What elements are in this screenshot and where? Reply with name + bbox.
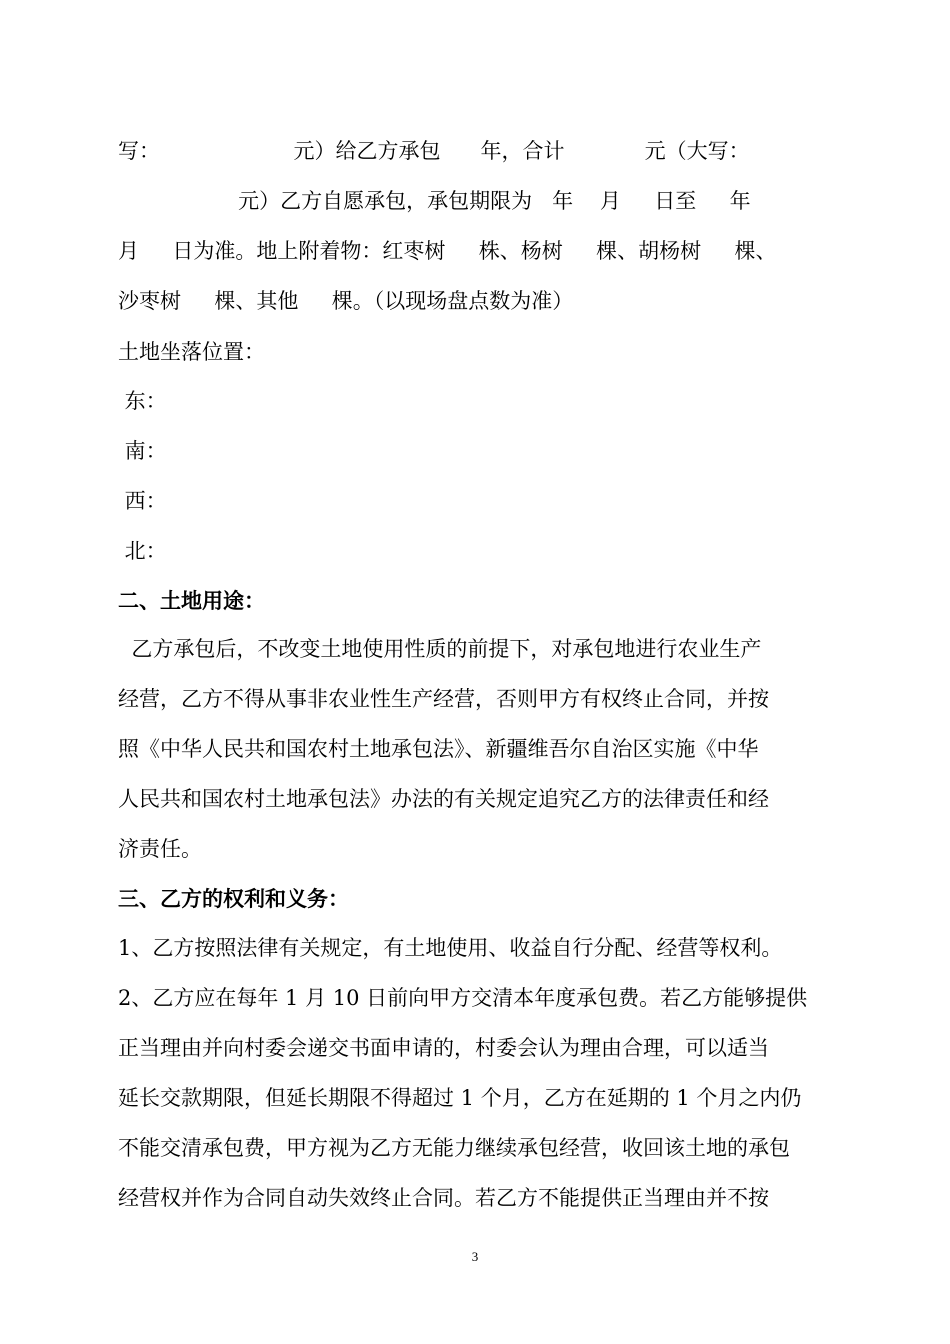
- page-number: 3: [471, 1249, 479, 1264]
- section-heading-land-use: 二、土地用途：: [118, 589, 265, 613]
- location-west: 西：: [118, 489, 167, 513]
- text-line: 经营权并作为合同自动失效终止合同。若乙方不能提供正当理由并不按: [118, 1186, 769, 1210]
- text-line: 1、乙方按照法律有关规定，有土地使用、收益自行分配、经营等权利。: [118, 936, 783, 960]
- text-line: 元）乙方自愿承包，承包期限为 年 月 日至 年: [118, 189, 751, 213]
- section-heading-rights-duties: 三、乙方的权利和义务：: [118, 887, 349, 911]
- text-line: 正当理由并向村委会递交书面申请的，村委会认为理由合理，可以适当: [118, 1036, 769, 1060]
- text-line: 不能交清承包费，甲方视为乙方无能力继续承包经营，收回该土地的承包: [118, 1136, 790, 1160]
- text-line: 沙枣树 棵、其他 棵。（以现场盘点数为准）: [118, 289, 574, 313]
- text-line: 乙方承包后，不改变土地使用性质的前提下，对承包地进行农业生产: [118, 637, 762, 661]
- text-line: 2、乙方应在每年 1 月 10 日前向甲方交清本年度承包费。若乙方能够提供: [118, 986, 808, 1010]
- text-line: 写： 元）给乙方承包 年，合计 元（大写：: [118, 139, 750, 163]
- text-line: 经营，乙方不得从事非农业性生产经营，否则甲方有权终止合同，并按: [118, 687, 769, 711]
- location-south: 南：: [118, 439, 167, 463]
- text-line: 照《中华人民共和国农村土地承包法》、新疆维吾尔自治区实施《中华: [118, 737, 759, 761]
- location-title: 土地坐落位置：: [118, 340, 265, 364]
- location-north: 北：: [118, 539, 167, 563]
- text-line: 月 日为准。地上附着物：红枣树 株、杨树 棵、胡杨树 棵、: [118, 239, 777, 263]
- text-line: 延长交款期限，但延长期限不得超过 1 个月，乙方在延期的 1 个月之内仍: [118, 1086, 802, 1110]
- text-line: 人民共和国农村土地承包法》办法的有关规定追究乙方的法律责任和经: [118, 787, 769, 811]
- location-east: 东：: [118, 389, 167, 413]
- text-line: 济责任。: [118, 837, 202, 861]
